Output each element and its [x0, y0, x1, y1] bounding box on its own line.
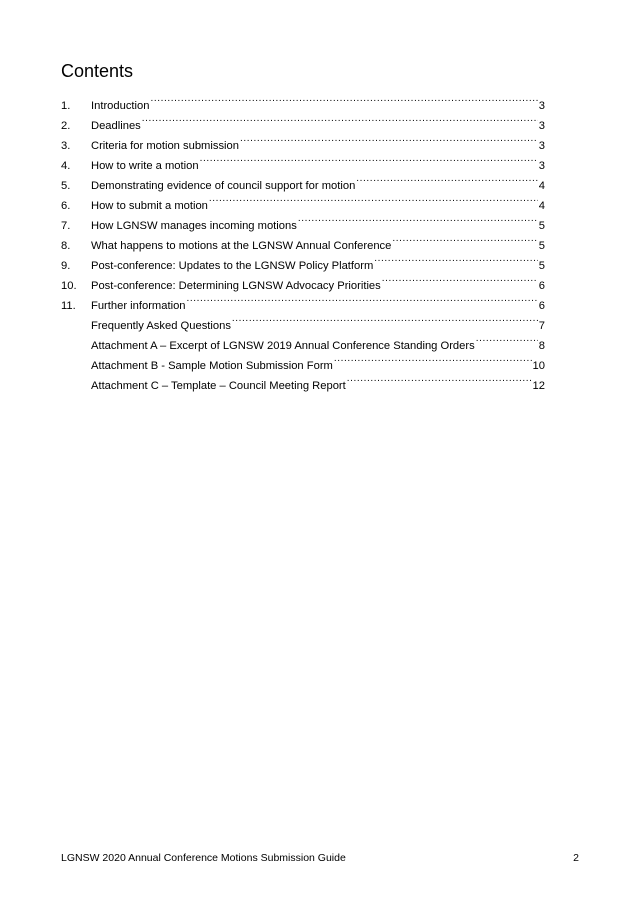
- toc-entry-title: Post-conference: Updates to the LGNSW Policy Platform: [91, 260, 374, 272]
- toc-entry-number: 1.: [61, 100, 71, 112]
- toc-entry-title: Post-conference: Determining LGNSW Advocacy Priorities: [91, 280, 381, 292]
- toc-entry-number: 5.: [61, 180, 71, 192]
- toc-dot-leader: [356, 169, 537, 189]
- toc-entry-title: Attachment C – Template – Council Meeting Report: [91, 380, 346, 392]
- toc-entry-page: 6: [538, 300, 545, 312]
- toc-entry-title: Further information: [91, 300, 186, 312]
- page-footer: [61, 851, 579, 865]
- toc-entry-page: 8: [538, 340, 545, 352]
- footer-page-number: 2: [573, 852, 579, 864]
- toc-entry-introduction[interactable]: [61, 89, 545, 112]
- toc-entry-page: 4: [538, 180, 545, 192]
- toc-entry-page: 4: [538, 200, 545, 212]
- toc-entry-page: 5: [538, 260, 545, 272]
- toc-entry-number: 2.: [61, 120, 71, 132]
- toc-entry-page: 6: [538, 280, 545, 292]
- toc-dot-leader: [476, 329, 538, 349]
- toc-dot-leader: [142, 109, 538, 129]
- toc-dot-leader: [200, 149, 538, 169]
- toc-entry-title: Introduction: [91, 100, 150, 112]
- toc-entry-title: Deadlines: [91, 120, 141, 132]
- toc-dot-leader: [334, 349, 532, 369]
- toc-dot-leader: [187, 289, 538, 309]
- toc-entry-page: 10: [532, 360, 545, 372]
- toc-entry-title: What happens to motions at the LGNSW Annual Conference: [91, 240, 392, 252]
- toc-entry-number: 4.: [61, 160, 71, 172]
- toc-entry-page: 5: [538, 220, 545, 232]
- toc-dot-leader: [298, 209, 538, 229]
- toc-entry-title: Attachment B - Sample Motion Submission Form: [91, 360, 333, 372]
- toc-dot-leader: [209, 189, 538, 209]
- toc-entry-title: Criteria for motion submission: [91, 140, 239, 152]
- toc-dot-leader: [232, 309, 538, 329]
- toc-entry-title: How to write a motion: [91, 160, 199, 172]
- toc-dot-leader: [240, 129, 538, 149]
- footer-document-title: LGNSW 2020 Annual Conference Motions Submission Guide: [61, 852, 346, 864]
- toc-entry-number: 3.: [61, 140, 71, 152]
- toc-dot-leader: [374, 249, 537, 269]
- toc-entry-title: Frequently Asked Questions: [91, 320, 231, 332]
- toc-entry-title: How to submit a motion: [91, 200, 208, 212]
- toc-dot-leader: [150, 89, 537, 109]
- toc-entry-page: 7: [538, 320, 545, 332]
- page-title: Contents: [61, 61, 134, 81]
- toc-entry-page: 3: [538, 120, 545, 132]
- table-of-contents: [61, 89, 545, 392]
- toc-entry-page: 3: [538, 140, 545, 152]
- toc-entry-number: 7.: [61, 220, 71, 232]
- toc-entry-number: 9.: [61, 260, 71, 272]
- toc-entry-page: 3: [538, 100, 545, 112]
- toc-dot-leader: [392, 229, 537, 249]
- toc-entry-number: 10.: [61, 280, 77, 292]
- toc-entry-number: 6.: [61, 200, 71, 212]
- toc-entry-page: 5: [538, 240, 545, 252]
- toc-dot-leader: [382, 269, 538, 289]
- toc-entry-number: 11.: [61, 300, 76, 312]
- toc-dot-leader: [347, 369, 532, 389]
- toc-entry-page: 3: [538, 160, 545, 172]
- toc-entry-page: 12: [532, 380, 545, 392]
- toc-entry-title: How LGNSW manages incoming motions: [91, 220, 297, 232]
- toc-entry-title: Demonstrating evidence of council support for motion: [91, 180, 356, 192]
- toc-entry-number: 8.: [61, 240, 71, 252]
- toc-entry-title: Attachment A – Excerpt of LGNSW 2019 Annual Conference Standing Orders: [91, 340, 475, 352]
